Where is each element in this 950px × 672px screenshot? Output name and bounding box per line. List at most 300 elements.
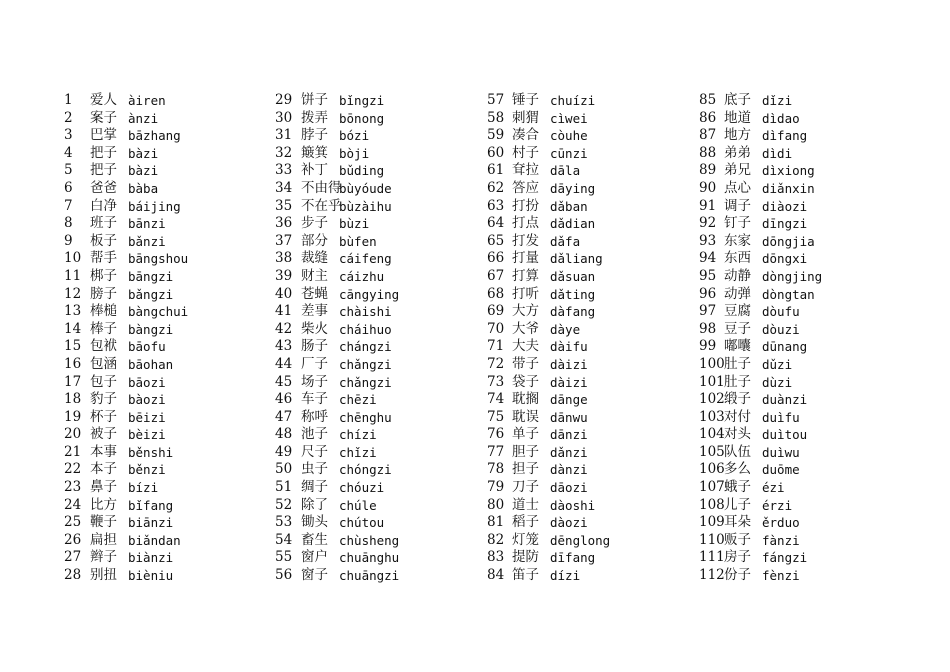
entry-pinyin: chuānghu — [339, 550, 400, 566]
entry-word: 份子 — [724, 567, 751, 584]
entry-word: 刺猬 — [512, 109, 539, 126]
entry-number: 19 — [64, 408, 82, 425]
entry-pinyin: dòngjing — [762, 268, 823, 284]
entry-number: 71 — [487, 338, 505, 355]
entry-pinyin: ézi — [762, 480, 785, 496]
entry-word: 肚子 — [724, 355, 751, 372]
entry-pinyin: dǔzi — [762, 356, 793, 372]
entry-number: 101 — [699, 373, 725, 390]
entry-word: 耽搁 — [512, 391, 539, 408]
entry-word: 差事 — [301, 303, 328, 320]
entry-word: 耷拉 — [512, 162, 539, 179]
entry-number: 66 — [487, 250, 505, 267]
entry-word: 担子 — [512, 461, 539, 478]
entry-number: 3 — [64, 127, 73, 144]
entry-word: 膀子 — [90, 285, 117, 302]
entry-pinyin: dàoshi — [550, 497, 596, 513]
entry-number: 49 — [275, 443, 293, 460]
entry-pinyin: bèizi — [128, 427, 166, 443]
entry-number: 14 — [64, 320, 82, 337]
entry-number: 107 — [699, 479, 725, 496]
entry-pinyin: chúle — [339, 497, 377, 513]
entry-word: 稻子 — [512, 514, 539, 531]
entry-pinyin: bàba — [128, 180, 159, 196]
entry-number: 100 — [699, 355, 725, 372]
entry-pinyin: běnzi — [128, 462, 166, 478]
entry-pinyin: dùzi — [762, 374, 793, 390]
entry-pinyin: chútou — [339, 515, 385, 531]
entry-word: 笛子 — [512, 567, 539, 584]
entry-number: 23 — [64, 479, 82, 496]
entry-number: 92 — [699, 215, 717, 232]
entry-number: 68 — [487, 285, 505, 302]
entry-pinyin: bānzi — [128, 216, 166, 232]
entry-number: 39 — [275, 267, 293, 284]
entry-word: 动弹 — [724, 285, 751, 302]
entry-pinyin: dàizi — [550, 374, 588, 390]
entry-word: 缎子 — [724, 391, 751, 408]
entry-number: 61 — [487, 162, 505, 179]
entry-word: 地方 — [724, 127, 751, 144]
entry-word: 大夫 — [512, 338, 539, 355]
entry-word: 案子 — [90, 109, 117, 126]
entry-word: 杯子 — [90, 408, 117, 425]
entry-word: 苍蝇 — [301, 285, 328, 302]
entry-number: 60 — [487, 144, 505, 161]
entry-word: 蛾子 — [724, 479, 751, 496]
entry-pinyin: cáizhu — [339, 268, 385, 284]
entry-number: 17 — [64, 373, 82, 390]
entry-word: 班子 — [90, 215, 117, 232]
entry-number: 29 — [275, 92, 293, 108]
entry-pinyin: chízi — [339, 427, 377, 443]
entry-word: 锤子 — [512, 92, 539, 108]
entry-word: 爸爸 — [90, 179, 117, 196]
entry-word: 梆子 — [90, 267, 117, 284]
entry-number: 46 — [275, 391, 293, 408]
entry-word: 袋子 — [512, 373, 539, 390]
entry-pinyin: dàozi — [550, 515, 588, 531]
entry-pinyin: fènzi — [762, 568, 800, 584]
entry-word: 灯笼 — [512, 531, 539, 548]
entry-pinyin: dàizi — [550, 356, 588, 372]
entry-word: 爱人 — [90, 92, 117, 108]
entry-word: 称呼 — [301, 408, 328, 425]
entry-pinyin: bǐfang — [128, 497, 174, 513]
entry-word: 不由得 — [301, 179, 342, 196]
entry-word: 辫子 — [90, 549, 117, 566]
entry-pinyin: chǎngzi — [339, 356, 392, 372]
entry-number: 35 — [275, 197, 293, 214]
entry-number: 51 — [275, 479, 293, 496]
entry-number: 31 — [275, 127, 293, 144]
entry-number: 96 — [699, 285, 717, 302]
entry-number: 18 — [64, 391, 82, 408]
entry-word: 除了 — [301, 496, 328, 513]
entry-pinyin: dīfang — [550, 550, 596, 566]
entry-pinyin: duìwu — [762, 444, 800, 460]
entry-pinyin: dìdi — [762, 145, 793, 161]
entry-pinyin: dāozi — [550, 480, 588, 496]
entry-number: 48 — [275, 426, 293, 443]
entry-pinyin: dāying — [550, 180, 596, 196]
entry-number: 85 — [699, 92, 717, 108]
entry-number: 97 — [699, 303, 717, 320]
entry-number: 55 — [275, 549, 293, 566]
entry-pinyin: chóngzi — [339, 462, 392, 478]
entry-number: 104 — [699, 426, 725, 443]
entry-number: 111 — [699, 549, 725, 566]
entry-number: 42 — [275, 320, 293, 337]
entry-word: 对头 — [724, 426, 751, 443]
entry-word: 包子 — [90, 373, 117, 390]
entry-word: 打发 — [512, 232, 539, 249]
entry-number: 21 — [64, 443, 82, 460]
entry-word: 调子 — [724, 197, 751, 214]
entry-word: 底子 — [724, 92, 751, 108]
entry-number: 69 — [487, 303, 505, 320]
entry-word: 鞭子 — [90, 514, 117, 531]
entry-number: 41 — [275, 303, 293, 320]
entry-number: 40 — [275, 285, 293, 302]
entry-number: 54 — [275, 531, 293, 548]
entry-pinyin: ànzi — [128, 110, 159, 126]
entry-pinyin: diǎnxin — [762, 180, 815, 196]
entry-word: 肠子 — [301, 338, 328, 355]
entry-number: 99 — [699, 338, 717, 355]
entry-pinyin: còuhe — [550, 128, 588, 144]
entry-pinyin: bāngzi — [128, 268, 174, 284]
entry-number: 105 — [699, 443, 725, 460]
entry-number: 109 — [699, 514, 725, 531]
entry-pinyin: chángzi — [339, 339, 392, 355]
entry-word: 饼子 — [301, 92, 328, 108]
entry-word: 棒槌 — [90, 303, 117, 320]
entry-pinyin: dānge — [550, 392, 588, 408]
entry-word: 不在乎 — [301, 197, 342, 214]
entry-word: 包袱 — [90, 338, 117, 355]
entry-word: 房子 — [724, 549, 751, 566]
entry-number: 98 — [699, 320, 717, 337]
entry-number: 74 — [487, 391, 505, 408]
entry-number: 38 — [275, 250, 293, 267]
entry-pinyin: dǎdian — [550, 216, 596, 232]
entry-pinyin: bāzhang — [128, 128, 181, 144]
entry-word: 对付 — [724, 408, 751, 425]
entry-word: 补丁 — [301, 162, 328, 179]
entry-word: 刀子 — [512, 479, 539, 496]
entry-number: 72 — [487, 355, 505, 372]
entry-word: 点心 — [724, 179, 751, 196]
entry-pinyin: bāofu — [128, 339, 166, 355]
entry-pinyin: dòngtan — [762, 286, 815, 302]
entry-number: 90 — [699, 179, 717, 196]
entry-pinyin: duōme — [762, 462, 800, 478]
entry-pinyin: fànzi — [762, 532, 800, 548]
entry-pinyin: bùfen — [339, 233, 377, 249]
entry-word: 别扭 — [90, 567, 117, 584]
entry-word: 多么 — [724, 461, 751, 478]
entry-number: 79 — [487, 479, 505, 496]
entry-number: 70 — [487, 320, 505, 337]
entry-number: 88 — [699, 144, 717, 161]
entry-pinyin: chǎngzi — [339, 374, 392, 390]
entry-pinyin: bàngzi — [128, 321, 174, 337]
entry-word: 巴掌 — [90, 127, 117, 144]
entry-word: 财主 — [301, 267, 328, 284]
entry-pinyin: bēizi — [128, 409, 166, 425]
entry-word: 把子 — [90, 144, 117, 161]
entry-pinyin: dǎfa — [550, 233, 581, 249]
entry-pinyin: biānzi — [128, 515, 174, 531]
entry-pinyin: dāla — [550, 163, 581, 179]
entry-pinyin: chóuzi — [339, 480, 385, 496]
entry-number: 8 — [64, 215, 73, 232]
entry-word: 东西 — [724, 250, 751, 267]
entry-pinyin: dàfang — [550, 304, 596, 320]
entry-pinyin: dàifu — [550, 339, 588, 355]
entry-word: 板子 — [90, 232, 117, 249]
entry-number: 76 — [487, 426, 505, 443]
entry-pinyin: bièniu — [128, 568, 174, 584]
entry-number: 78 — [487, 461, 505, 478]
entry-number: 56 — [275, 567, 293, 584]
entry-number: 44 — [275, 355, 293, 372]
entry-number: 110 — [699, 531, 725, 548]
entry-word: 虫子 — [301, 461, 328, 478]
entry-number: 20 — [64, 426, 82, 443]
entry-number: 34 — [275, 179, 293, 196]
entry-word: 裁缝 — [301, 250, 328, 267]
entry-pinyin: cìwei — [550, 110, 588, 126]
entry-pinyin: chàishi — [339, 304, 392, 320]
entry-number: 10 — [64, 250, 82, 267]
entry-number: 25 — [64, 514, 82, 531]
entry-word: 本子 — [90, 461, 117, 478]
entry-number: 30 — [275, 109, 293, 126]
entry-number: 6 — [64, 179, 73, 196]
entry-pinyin: dìxiong — [762, 163, 815, 179]
entry-word: 贩子 — [724, 531, 751, 548]
entry-pinyin: fángzi — [762, 550, 808, 566]
entry-pinyin: dōngjia — [762, 233, 815, 249]
entry-number: 27 — [64, 549, 82, 566]
entry-word: 棒子 — [90, 320, 117, 337]
entry-pinyin: bǐngzi — [339, 93, 385, 108]
entry-word: 被子 — [90, 426, 117, 443]
entry-pinyin: dízi — [550, 568, 581, 584]
entry-number: 58 — [487, 109, 505, 126]
entry-pinyin: cáifeng — [339, 251, 392, 267]
entry-pinyin: bùzi — [339, 216, 370, 232]
entry-number: 82 — [487, 531, 505, 548]
entry-word: 胆子 — [512, 443, 539, 460]
entry-word: 打量 — [512, 250, 539, 267]
entry-word: 车子 — [301, 391, 328, 408]
entry-pinyin: chēzi — [339, 392, 377, 408]
entry-number: 75 — [487, 408, 505, 425]
entry-number: 106 — [699, 461, 725, 478]
entry-pinyin: duànzi — [762, 392, 808, 408]
entry-word: 步子 — [301, 215, 328, 232]
entry-word: 比方 — [90, 496, 117, 513]
entry-number: 5 — [64, 162, 73, 179]
entry-word: 动静 — [724, 267, 751, 284]
entry-number: 43 — [275, 338, 293, 355]
entry-pinyin: chǐzi — [339, 444, 377, 460]
entry-word: 鼻子 — [90, 479, 117, 496]
entry-pinyin: ěrduo — [762, 515, 800, 531]
entry-pinyin: cháihuo — [339, 321, 392, 337]
entry-word: 包涵 — [90, 355, 117, 372]
entry-word: 尺子 — [301, 443, 328, 460]
entry-word: 厂子 — [301, 355, 328, 372]
entry-number: 93 — [699, 232, 717, 249]
entry-pinyin: bùzàihu — [339, 198, 392, 214]
entry-number: 95 — [699, 267, 717, 284]
entry-word: 窗户 — [301, 549, 328, 566]
entry-number: 47 — [275, 408, 293, 425]
entry-word: 池子 — [301, 426, 328, 443]
entry-pinyin: bāngshou — [128, 251, 189, 267]
entry-word: 把子 — [90, 162, 117, 179]
entry-word: 地道 — [724, 109, 751, 126]
entry-pinyin: dǎsuan — [550, 268, 596, 284]
entry-number: 33 — [275, 162, 293, 179]
entry-number: 64 — [487, 215, 505, 232]
entry-word: 锄头 — [301, 514, 328, 531]
entry-word: 脖子 — [301, 127, 328, 144]
entry-pinyin: dànzi — [550, 462, 588, 478]
entry-number: 91 — [699, 197, 717, 214]
entry-number: 84 — [487, 567, 505, 584]
entry-number: 9 — [64, 232, 73, 249]
entry-word: 扁担 — [90, 531, 117, 548]
entry-pinyin: dǎting — [550, 286, 596, 302]
entry-pinyin: dàye — [550, 321, 581, 337]
entry-pinyin: duìtou — [762, 427, 808, 443]
entry-pinyin: bàozi — [128, 392, 166, 408]
entry-pinyin: bàzi — [128, 163, 159, 179]
entry-number: 67 — [487, 267, 505, 284]
entry-number: 62 — [487, 179, 505, 196]
entry-word: 豹子 — [90, 391, 117, 408]
entry-number: 37 — [275, 232, 293, 249]
entry-number: 28 — [64, 567, 82, 584]
entry-word: 拨弄 — [301, 109, 328, 126]
entry-pinyin: bòji — [339, 145, 370, 161]
entry-pinyin: àiren — [128, 93, 166, 108]
entry-number: 89 — [699, 162, 717, 179]
entry-number: 2 — [64, 109, 73, 126]
entry-number: 59 — [487, 127, 505, 144]
entry-word: 带子 — [512, 355, 539, 372]
entry-pinyin: bàngchui — [128, 304, 189, 320]
entry-pinyin: dānwu — [550, 409, 588, 425]
entry-number: 112 — [699, 567, 725, 584]
entry-number: 77 — [487, 443, 505, 460]
entry-pinyin: bāohan — [128, 356, 174, 372]
entry-word: 豆腐 — [724, 303, 751, 320]
entry-number: 4 — [64, 144, 73, 161]
entry-pinyin: bǔding — [339, 163, 385, 179]
entry-pinyin: bāozi — [128, 374, 166, 390]
entry-pinyin: bízi — [128, 480, 159, 496]
entry-number: 26 — [64, 531, 82, 548]
entry-number: 45 — [275, 373, 293, 390]
entry-pinyin: chùsheng — [339, 532, 400, 548]
entry-number: 86 — [699, 109, 717, 126]
entry-pinyin: dìdao — [762, 110, 800, 126]
entry-pinyin: běnshi — [128, 444, 174, 460]
entry-word: 帮手 — [90, 250, 117, 267]
entry-pinyin: cūnzi — [550, 145, 588, 161]
entry-word: 白净 — [90, 197, 117, 214]
entry-word: 单子 — [512, 426, 539, 443]
entry-pinyin: dōngxi — [762, 251, 808, 267]
entry-word: 畜生 — [301, 531, 328, 548]
entry-word: 道士 — [512, 496, 539, 513]
entry-number: 87 — [699, 127, 717, 144]
entry-word: 凑合 — [512, 127, 539, 144]
entry-number: 16 — [64, 355, 82, 372]
entry-number: 102 — [699, 391, 725, 408]
entry-number: 83 — [487, 549, 505, 566]
entry-pinyin: dēnglong — [550, 532, 611, 548]
entry-number: 81 — [487, 514, 505, 531]
entry-number: 52 — [275, 496, 293, 513]
entry-number: 73 — [487, 373, 505, 390]
entry-word: 儿子 — [724, 496, 751, 513]
entry-number: 108 — [699, 496, 725, 513]
entry-pinyin: biǎndan — [128, 532, 181, 548]
entry-pinyin: dǎnzi — [550, 444, 588, 460]
entry-number: 13 — [64, 303, 82, 320]
entry-number: 57 — [487, 92, 505, 108]
entry-word: 簸箕 — [301, 144, 328, 161]
entry-number: 22 — [64, 461, 82, 478]
entry-word: 绸子 — [301, 479, 328, 496]
entry-word: 场子 — [301, 373, 328, 390]
entry-word: 打听 — [512, 285, 539, 302]
entry-number: 7 — [64, 197, 73, 214]
entry-number: 65 — [487, 232, 505, 249]
entry-pinyin: bàzi — [128, 145, 159, 161]
entry-pinyin: báijing — [128, 198, 181, 214]
entry-word: 本事 — [90, 443, 117, 460]
entry-word: 钉子 — [724, 215, 751, 232]
entry-number: 11 — [64, 267, 82, 284]
entry-word: 柴火 — [301, 320, 328, 337]
entry-number: 50 — [275, 461, 293, 478]
entry-pinyin: érzi — [762, 497, 793, 513]
entry-pinyin: dòufu — [762, 304, 800, 320]
entry-word: 嘟囔 — [724, 338, 751, 355]
entry-word: 耳朵 — [724, 514, 751, 531]
entry-pinyin: cāngying — [339, 286, 400, 302]
entry-word: 村子 — [512, 144, 539, 161]
entry-number: 53 — [275, 514, 293, 531]
entry-number: 63 — [487, 197, 505, 214]
entry-number: 80 — [487, 496, 505, 513]
entry-word: 弟兄 — [724, 162, 751, 179]
entry-number: 1 — [64, 92, 73, 108]
entry-word: 大爷 — [512, 320, 539, 337]
entry-number: 32 — [275, 144, 293, 161]
entry-word: 耽误 — [512, 408, 539, 425]
entry-word: 大方 — [512, 303, 539, 320]
entry-pinyin: dǎliang — [550, 251, 603, 267]
